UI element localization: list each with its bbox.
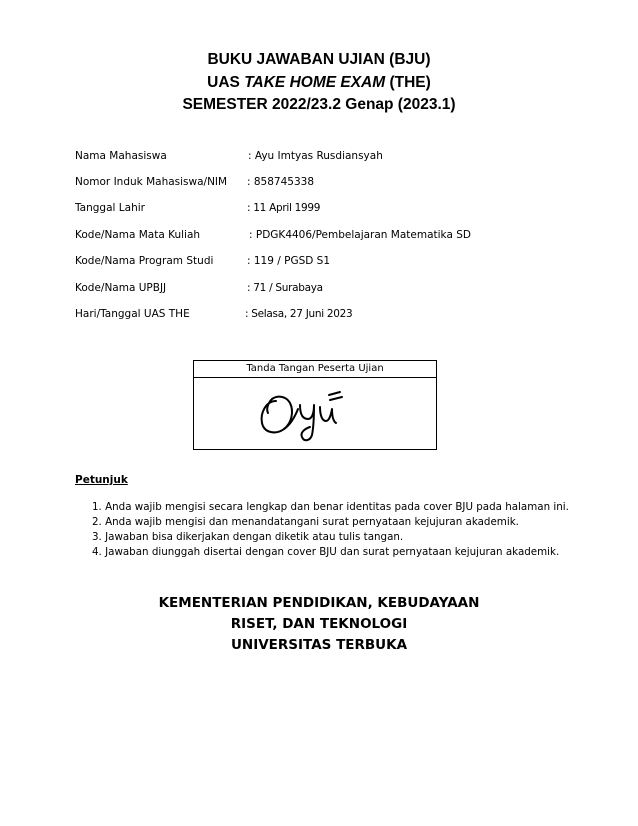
identity-value: : 119 / PGSD S1: [247, 255, 331, 267]
identity-value: : Ayu Imtyas Rusdiansyah: [248, 150, 383, 162]
identity-label: Tanggal Lahir: [75, 202, 145, 214]
institution-line-2: RISET, DAN TEKNOLOGI: [230, 616, 408, 632]
identity-value: : 11 April 1999: [247, 202, 321, 214]
identity-label: Hari/Tanggal UAS THE: [75, 308, 190, 320]
identity-label: Kode/Nama Program Studi: [75, 255, 214, 267]
identity-value: : 71 / Surabaya: [247, 282, 323, 294]
instruction-item: 2. Anda wajib mengisi dan menandatangani surat pernyataan kejujuran akademik.: [92, 516, 519, 528]
identity-label: Nama Mahasiswa: [75, 150, 167, 162]
semester-line: SEMESTER 2022/23.2 Genap (2023.1): [182, 96, 456, 113]
identity-value: : Selasa, 27 Juni 2023: [245, 308, 353, 320]
instruction-item: 4. Jawaban diunggah disertai dengan cover BJU dan surat pernyataan kejujuran akademik.: [92, 546, 560, 558]
instructions-list: [92, 500, 569, 560]
signature-image: [254, 379, 364, 445]
subtitle-italic: TAKE HOME EXAM: [244, 74, 386, 91]
institution-name: UNIVERSITAS TERBUKA: [230, 637, 408, 653]
signature-box-heading: Tanda Tangan Peserta Ujian: [194, 361, 436, 378]
instruction-item: 3. Jawaban bisa dikerjakan dengan diketik atau tulis tangan.: [92, 531, 404, 543]
identity-value: : PDGK4406/Pembelajaran Matematika SD: [249, 229, 471, 241]
instruction-item: 1. Anda wajib mengisi secara lengkap dan benar identitas pada cover BJU pada halaman ini.: [92, 501, 569, 513]
identity-value: : 858745338: [247, 176, 314, 188]
subtitle-prefix: UAS: [207, 74, 245, 91]
institution-line-1: KEMENTERIAN PENDIDIKAN, KEBUDAYAAN: [158, 595, 480, 611]
subtitle-suffix: (THE): [385, 74, 431, 91]
instructions-heading: Petunjuk: [75, 474, 128, 486]
identity-label: Kode/Nama Mata Kuliah: [75, 229, 201, 241]
document-subtitle: [0, 73, 638, 93]
identity-label: Kode/Nama UPBJJ: [75, 282, 167, 294]
signature-box: [193, 360, 437, 450]
identity-label: Nomor Induk Mahasiswa/NIM: [75, 176, 228, 188]
document-title: BUKU JAWABAN UJIAN (BJU): [207, 51, 431, 68]
